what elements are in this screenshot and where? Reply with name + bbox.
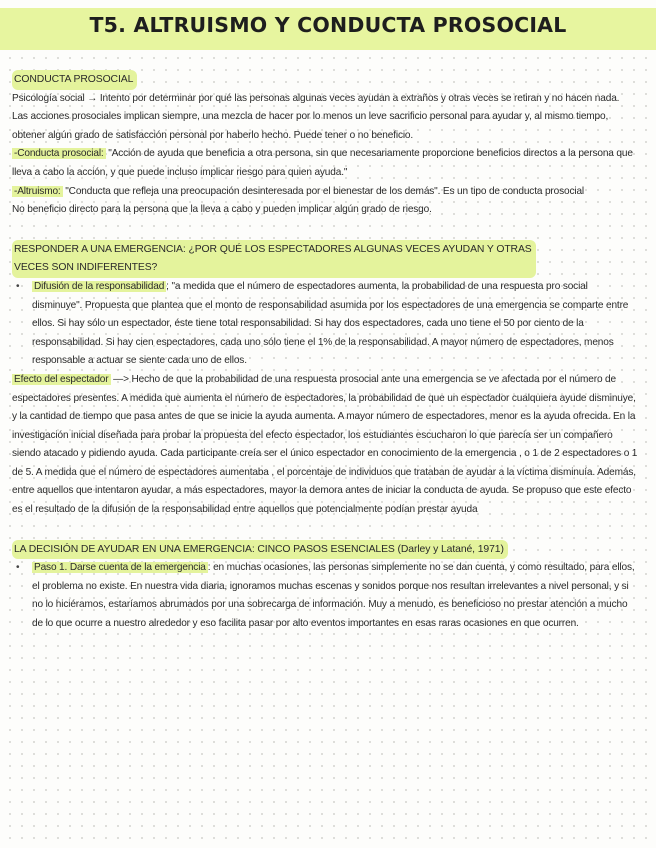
section-heading-responder-emergencia: RESPONDER A UNA EMERGENCIA: ¿POR QUÉ LOS ESPECTADORES ALGUNAS VECES AYUDAN Y OTRAS VECES SON INDIFERENTES? <box>12 240 536 278</box>
bullet-list <box>12 559 640 633</box>
paragraph-no-beneficio: No beneficio directo para la persona que la lleva a cabo y pueden implicar algún grado de riesgo. <box>12 204 432 216</box>
section-heading-decision-ayudar: LA DECISIÓN DE AYUDAR EN UNA EMERGENCIA: CINCO PASOS ESENCIALES (Darley y Latané, 1971) <box>12 540 508 560</box>
paragraph-efecto-espectador <box>12 371 640 520</box>
bullet-list <box>12 278 640 371</box>
term-paso-1: Paso 1. Darse cuenta de la emergencia <box>34 562 206 574</box>
list-item-difusion-responsabilidad <box>32 278 640 371</box>
bullet-text: : en muchas ocasiones, las personas simplemente no se dan cuenta, y como resultado, para ellos, el problema no existe. En nuestra vida diaria, ignoramos muchas escenas y sonidos porque nos resultan irrelevantes a nivel personal, y si no lo hiciéramos, estaríamos abrumados por una sobrecarga de información. Muy a menudo, es beneficioso no prestar atención a mucho de lo que ocurre a nuestro alrededor y eso facilita pasar por alto eventos importantes en esas raras ocasiones en que ocurren. <box>32 562 635 630</box>
term-conducta-prosocial: -Conducta prosocial: <box>14 148 104 160</box>
definition-altruismo <box>12 183 640 202</box>
definition-conducta-prosocial <box>12 145 640 182</box>
list-item-paso-1 <box>32 559 640 633</box>
section-heading-conducta-prosocial: CONDUCTA PROSOCIAL <box>12 70 137 90</box>
definition-text: "Conducta que refleja una preocupación desinteresada por el bienestar de los demás". Es un tipo de conducta prosocial <box>62 185 585 197</box>
term-difusion-responsabilidad: Difusión de la responsabilidad <box>34 280 165 292</box>
notes-content <box>12 70 640 634</box>
effect-text: —> Hecho de que la probabilidad de una respuesta prosocial ante una emergencia se ve afectada por el número de espectadores presentes. A medida que aumenta el número de espectadores, la probabilidad de que un espectador cualquiera ayude disminuye, y la cantidad de tiempo que pasa antes de que se inicie la ayuda aumenta. A mayor número de espectadores, menor es la ayuda ofrecida. En la investigación inicial diseñada para probar la propuesta del efecto espectador, los estudiantes escucharon lo que parecía ser un compañero siendo atacado y pidiendo ayuda. Cada participante creía ser el único espectador en conocimiento de la emergencia , o 1 de 2 espectadores o 1 de 5. A medida que el número de espectadores aumentaba , el porcentaje de individuos que trataban de ayudar a la víctima disminuía. Además, entre aquellos que intentaron ayudar, a más espectadores, mayor la demora antes de iniciar la conducta de ayuda. Se propuso que este efecto es el resultado de la difusión de la responsabilidad entre aquellos que potencialmente podían prestar ayuda <box>12 373 638 516</box>
paragraph-acciones-prosociales: Las acciones prosociales implican siempre, una mezcla de hacer por lo menos un leve sacrificio personal para ayudar y, al mismo tiempo, obtener algún grado de satisfacción personal por haberlo hecho. Puede tener o no beneficio. <box>12 111 609 141</box>
paragraph-psicologia-social: Psicología social → Intento por determinar por qué las personas algunas veces ayudan a extraños y otras veces se retiran y no hacen nada. <box>12 92 620 104</box>
term-altruismo: -Altruismo: <box>14 185 61 197</box>
term-efecto-espectador: Efecto del espectador <box>14 373 109 385</box>
page-title: T5. ALTRUISMO Y CONDUCTA PROSOCIAL <box>89 13 567 37</box>
definition-text: "Acción de ayuda que beneficia a otra persona, sin que necesariamente proporcione beneficios directos a la persona que lleva a cabo la acción, y que puede incluso implicar riesgo para quien ayuda." <box>12 148 633 178</box>
bullet-text: ; "a medida que el número de espectadores aumenta, la probabilidad de una respuesta pro social disminuye". Propuesta que plantea que el monto de responsabilidad asumida por los espectadores de una emergencia se comparte entre ellos. Si hay sólo un espectador, éste tiene total responsabilidad. Si hay dos espectadores, cada uno tiene el 50 por ciento de la responsabilidad. Si hay cien espectadores, cada uno sólo tiene el 1% de la responsabilidad. A mayor número de espectadores, menos responsable a actuar se siente cada uno de ellos. <box>32 280 629 367</box>
